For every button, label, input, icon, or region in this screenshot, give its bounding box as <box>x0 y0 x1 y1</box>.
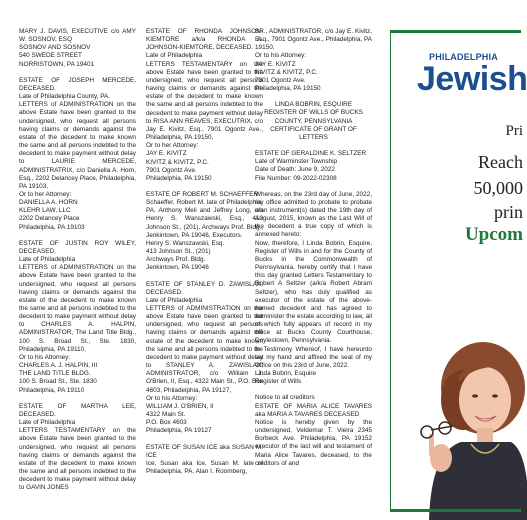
register-of-wills-heading: LINDA BOBRIN, ESQUIRE REGISTER OF WILLS OF BUCKS COUNTY, PENNSYLVANIA CERTIFICATE OF GRANT OF LETTERS <box>264 101 363 141</box>
ad-brand-logo: Jewish <box>417 60 527 98</box>
notice-paragraph: ESTATE OF GERALDINE K. SELTZER Late of Warminster Township Date of Death: June 9, 2022 File Number: 09-2022-02308 <box>255 150 367 182</box>
ad-headline-line-1: Pri <box>505 123 523 139</box>
notice-paragraph: Whereas, on the 23rd day of June, 2022, my office admitted to probate to probate a/an instrument(s) dated the 19th day of August, 2015, known as the Last Will of the decedent a true copy of which is annexed hereto: Now, therefore, I Linda Bobrin, Esquire, Register of Wills in and for the County of Bucks in the Commonwealth of Pennsylvania, hereby certify that I have this day granted Letters Testamentary to Robert A Seltzer (a/k/a Robert Abram Seltzer), who has duly qualified as executor of the estate of the above-named decedent and has agreed to administer the estate according to law, all of which fully appears of record in my office at Bucks County Courthouse, Doylestown, Pennsylvania. In Testimony Whereof, I have hereunto set my hand and affixed the seal of my Office on this 23rd of June, 2022. Linda Bobrin, Esquire Register of Wills <box>255 190 372 386</box>
notice-paragraph: ESTATE OF RHONDA JOHNSON-KIEMTORE a/k/a RHONDA A. JOHNSON-KIEMTORE, DECEASED. Late of Philadelphia LETTERS TESTAMENTARY on the above Estate have been granted to the undersigned, who request all persons having claims or demands against the estate of the decedent to make known the same and all persons indebted to the decedent to make payment without delay to RISA ANN REAVES, EXECUTRIX, c/o Jay E. Kivitz, Esq., 7901 Ogontz Ave., Philadelphia, PA 19150, Or to her Attorney: JAY E. KIVITZ KIVITZ & KIVITZ, P.C. 7901 Ogontz Ave. Philadelphia, PA 19150 <box>146 28 263 182</box>
ad-headline-line-2: Reach <box>478 152 523 172</box>
notice-paragraph: ESTATE OF JUSTIN ROY WILEY, DECEASED. Late of Philadelphia LETTERS of ADMINISTRATION on the above Estate have been granted to the undersigned, who request all persons having claims or demands against the estate of the decedent to make known the same and all persons indebted to the decedent to make payment without delay to CHARLES A. HALPIN, ADMINISTRATOR, The Land Title Bldg., 100 S. Broad St., Ste. 1830, Philadelphia, PA 19110, Or to his Attorney: CHARLES A. J. HALPIN, III THE LAND TITLE BLDG. 100 S. Broad St., Ste. 1830 Philadelphia, PA 19110 <box>19 239 136 394</box>
woman-photo <box>401 330 526 520</box>
legal-notices-column-2 <box>146 28 263 484</box>
ad-bottom-accent-bar <box>391 509 521 512</box>
notice-paragraph: ESTATE OF STANLEY D. ZAWISLAK, DECEASED. Late of Philadelphia LETTERS of ADMINISTRATION on the above Estate have been granted to the undersigned, who request all persons having claims or demands against the estate of the decedent to make known the same and all persons indebted to the decedent to make payment without delay to STANLEY A. ZAWISLAK, ADMINISTRATOR, c/o William J. O'Brien, II, Esq., 4322 Main St., P.O. Box 4603, Philadelphia, PA 19127, Or to his Attorney: WILLIAM J. O'BRIEN, II 4322 Main St. P.O. Box 4603 Philadelphia, PA 19127 <box>146 280 263 435</box>
notice-paragraph: Notice to all creditors ESTATE OF MARIA ALICE TAVARES aka MARIA A TAVARES DECEASED Notice is hereby given by the undersigned, Veldemar T. Vieira 2345 Borbeck Ave. Philadelphia, PA 19152 executor of the last will and testament of Maria Alice Tavares, deceased, to the creditors of and <box>255 394 372 467</box>
notice-paragraph: MARY J. DAVIS, EXECUTIVE c/o AMY W. SOSNOV, ESQ SOSNOV AND SOSNOV 540 SWEDE STREET NORRISTOWN, PA 19401 <box>19 28 136 68</box>
notice-paragraph: ESTATE OF ROBERT M. SCHAEFFER Schaeffer, Robert M. late of Philadelphia, PA. Anthony Meli and Jeffrey Long, c/o Henry S. Wanszawski, Esq., 413 Johnson St., (201), Archways Prof. Bldg., Jenkintown, PA 19046, Executors. Henry S. Wanszawski, Esq. 413 Johnson St., (201) Archways Prof. Bldg. Jenkintown, PA 19046 <box>146 190 263 272</box>
jewish-exponent-ad[interactable] <box>390 30 527 512</box>
notice-paragraph: SR., ADMINISTRATOR, c/o Jay E. Kivitz, Esq., 7901 Ogontz Ave., Philadelphia, PA 19150, Or to his Attorney: JAY E. KIVITZ KIVITZ & KIVITZ, P.C. 7901 Ogontz Ave. Philadelphia, PA 19150 <box>255 28 373 93</box>
ad-top-accent-bar <box>391 30 521 33</box>
legal-notices-column-1 <box>19 28 136 500</box>
ad-headline-line-5: Upcom <box>464 224 523 245</box>
legal-notices-column-3 <box>255 28 372 476</box>
notice-paragraph: ESTATE OF MARTHA LEE, DECEASED. Late of Philadelphia LETTERS TESTAMENTARY on the above Estate have been granted to the undersigned, who request all persons having claims or demands against the estate of the decedent to make known the same and all persons indebted to the decedent to make payment without delay to GAVIN JONES <box>19 402 136 492</box>
ad-headline-line-3: 50,000 <box>473 178 523 198</box>
ad-brand-small: PHILADELPHIA <box>429 52 498 62</box>
ad-headline-line-4: prin <box>494 202 523 222</box>
notice-paragraph: ESTATE OF JOSEPH MERCEDE, DECEASED. Late of Philadelphia County, PA. LETTERS of ADMINISTRATION on the above Estate have been granted to the undersigned, who request all persons having claims or demands against the estate of the decedent to make known the same and all persons indebted to the decedent to make payment without delay to LAURIE MERCEDE, ADMINISTRATRIX, c/o Daniella A. Horn, Esq., 2202 Delancey Place, Philadelphia, PA 19103, Or to her Attorney: DANIELLA A. HORN KLEHR LAW, LLC 2202 Delancey Place Philadelphia, PA 19103 <box>19 76 136 231</box>
notice-paragraph: ESTATE OF SUSAN ICE aka SUSAN M. ICE Ice, Susan aka Ice, Susan M. late of Philadelphia, PA. Alan I. Roomberg, <box>146 443 263 475</box>
